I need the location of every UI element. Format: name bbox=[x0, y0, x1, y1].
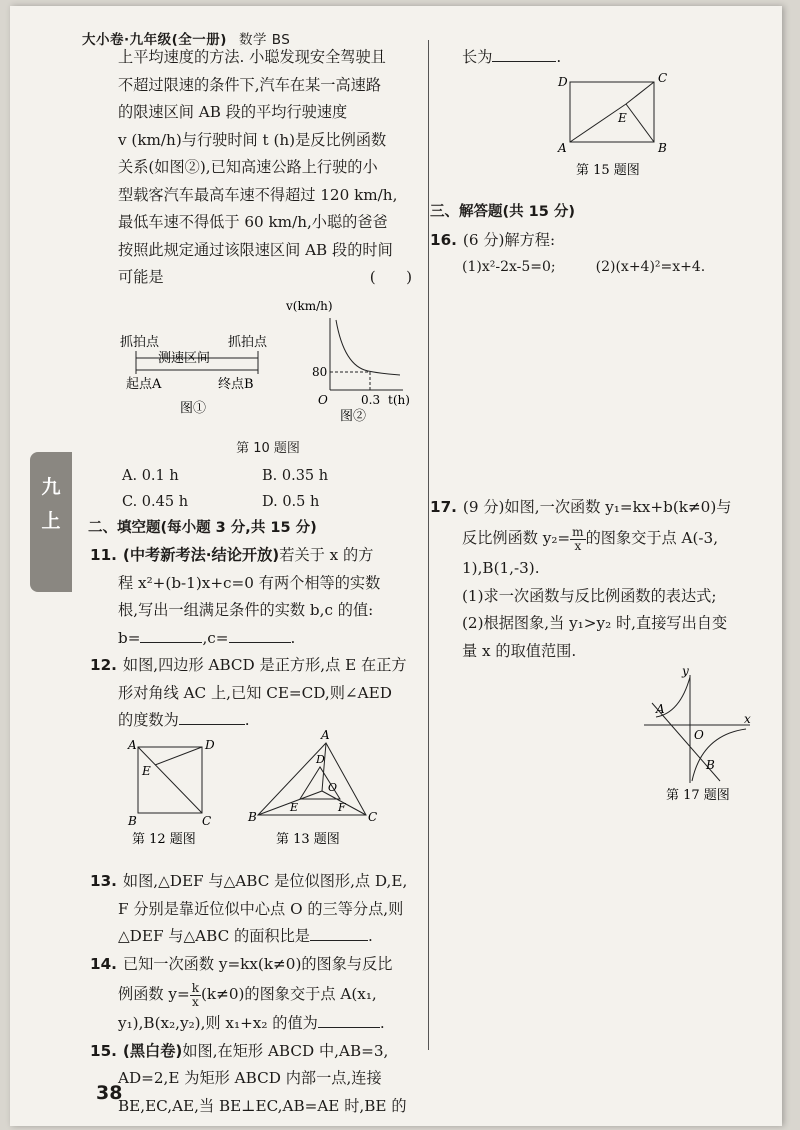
q17-sub1: (1)求一次函数与反比例函数的表达式; bbox=[462, 586, 717, 605]
q13-answer-blank[interactable] bbox=[310, 924, 368, 941]
q16-eq1: (1)x²-2x-5=0; bbox=[462, 259, 556, 275]
q17-sub2b: 量 x 的取值范围. bbox=[462, 641, 577, 660]
q14-line3 bbox=[118, 1010, 418, 1038]
q10-line: 按照此规定通过该限速区间 AB 段的时间 bbox=[118, 240, 393, 259]
q16-number: 16. bbox=[430, 230, 457, 249]
q14-frac-num: k bbox=[191, 980, 199, 995]
answer-paren: ( ) bbox=[369, 268, 412, 286]
option-c: C. 0.45 h bbox=[122, 493, 189, 510]
q14-text: 已知一次函数 y=kx(k≠0)的图象与反比 bbox=[122, 954, 393, 973]
q13-line2: F 分别是靠近位似中心点 O 的三等分点,则 bbox=[118, 899, 404, 918]
q12-label-b: B bbox=[128, 813, 137, 828]
section-fill-blank-heading: 二、填空题(每小题 3 分,共 15 分) bbox=[88, 519, 317, 536]
q13-end: . bbox=[367, 927, 373, 945]
q12-line3 bbox=[118, 707, 418, 735]
page-number: 38 bbox=[96, 1082, 123, 1104]
q10-line: 最低车速不得低于 60 km/h,小聪的爸爸 bbox=[118, 213, 388, 231]
q13-label-e: E bbox=[290, 800, 299, 814]
q12-text3: 的度数为 bbox=[118, 711, 179, 729]
q12-line2: 形对角线 AC 上,已知 CE=CD,则∠AED bbox=[118, 683, 392, 702]
q10-figures bbox=[118, 296, 418, 424]
q13-line3 bbox=[118, 923, 418, 951]
q15-label-b: B bbox=[658, 140, 667, 155]
q14-end: . bbox=[379, 1014, 385, 1032]
q11-line3: 根,写出一组满足条件的实数 b,c 的值: bbox=[118, 601, 374, 619]
q14-text3: y₁),B(x₂,y₂),则 x₁+x₂ 的值为 bbox=[118, 1014, 318, 1032]
q15-answer-blank[interactable] bbox=[492, 45, 556, 62]
option-a: A. 0.1 h bbox=[122, 467, 179, 484]
fig2-label: 图② bbox=[340, 408, 367, 424]
q15-segment-ec bbox=[626, 82, 654, 104]
q14-frac-den: x bbox=[191, 994, 199, 1009]
q13-label-o: O bbox=[328, 780, 338, 794]
q12-end: . bbox=[244, 711, 250, 729]
side-tab bbox=[30, 452, 72, 592]
q15-figure bbox=[430, 72, 760, 190]
q13-label-a: A bbox=[321, 727, 330, 742]
q11-line2: 程 x²+(b-1)x+c=0 有两个相等的实数 bbox=[118, 573, 381, 592]
q11-line4 bbox=[118, 625, 418, 653]
q11-number: 11. bbox=[90, 546, 117, 564]
q11-text: 若关于 x 的方 bbox=[279, 546, 374, 564]
q10-last-text: 可能是 bbox=[118, 268, 164, 286]
q12-segment-ed bbox=[155, 747, 202, 765]
option-d: D. 0.5 h bbox=[262, 493, 320, 510]
q12-line1 bbox=[90, 652, 418, 680]
q16-eq2: (2)(x+4)²=x+4. bbox=[595, 259, 706, 275]
q10-line: 关系(如图②),已知高速公路上行驶的小 bbox=[118, 158, 378, 176]
right-camera-label: 抓拍点 bbox=[228, 334, 268, 350]
q12-label-a: A bbox=[128, 737, 137, 752]
q11-line1 bbox=[90, 542, 418, 570]
q15-line3: BE,EC,AE,当 BE⊥EC,AB=AE 时,BE 的 bbox=[118, 1096, 407, 1115]
q12-answer-blank[interactable] bbox=[179, 708, 245, 725]
q17-line1 bbox=[430, 494, 760, 522]
subject-label: 数学 BS bbox=[238, 32, 291, 48]
q11-c-label: ,c= bbox=[202, 628, 229, 647]
q17-text: (9 分)如图,一次函数 y₁=kx+b(k≠0)与 bbox=[462, 497, 732, 516]
column-divider bbox=[428, 40, 429, 1050]
q15-text: 如图,在矩形 ABCD 中,AB=3, bbox=[182, 1041, 389, 1060]
q14-text2a: 例函数 y= bbox=[118, 985, 190, 1003]
q10-caption: 第 10 题图 bbox=[236, 441, 300, 456]
q12-label-d: D bbox=[205, 737, 215, 752]
q13-text: 如图,△DEF 与△ABC 是位似图形,点 D,E, bbox=[122, 872, 408, 890]
q13-label-f: F bbox=[338, 800, 346, 814]
fig2-y80: 80 bbox=[312, 364, 328, 379]
q13-text3: △DEF 与△ABC 的面积比是 bbox=[118, 927, 310, 945]
q15-continuation bbox=[462, 44, 760, 72]
q14-number: 14. bbox=[90, 954, 117, 973]
q14-line1 bbox=[90, 951, 418, 979]
q15-segment-eb bbox=[626, 104, 654, 142]
q11-b-label: b= bbox=[118, 628, 141, 647]
q13-number: 13. bbox=[90, 872, 117, 890]
q17-caption: 第 17 题图 bbox=[666, 788, 730, 803]
q15-cont-text: 长为 bbox=[462, 48, 493, 66]
right-column bbox=[430, 44, 760, 815]
fig2-yaxis-label: v(km/h) bbox=[286, 298, 333, 313]
q10-line: v (km/h)与行驶时间 t (h)是反比例函数 bbox=[118, 130, 387, 149]
q15-label-a: A bbox=[558, 140, 567, 155]
q15-tag: (黑白卷) bbox=[122, 1041, 183, 1060]
q12-q13-figures bbox=[118, 727, 418, 857]
q13-line1 bbox=[90, 868, 418, 896]
q12-label-e: E bbox=[142, 763, 151, 778]
fig2-origin: O bbox=[318, 392, 328, 407]
q10-line: 上平均速度的方法. 小聪发现安全驾驶且 bbox=[118, 48, 386, 66]
q17-frac-den: x bbox=[574, 538, 582, 553]
end-label: 终点B bbox=[218, 376, 254, 392]
section-answer-heading: 三、解答题(共 15 分) bbox=[430, 204, 576, 220]
q15-label-c: C bbox=[658, 70, 668, 85]
q10-line: 型载客汽车最高车速不得超过 120 km/h, bbox=[118, 185, 398, 204]
q17-frac-num: m bbox=[572, 524, 584, 539]
fig2-xaxis-label: t(h) bbox=[388, 392, 410, 407]
q17-label-y: y bbox=[682, 664, 689, 678]
q17-sub2: (2)根据图象,当 y₁>y₂ 时,直接写出自变 bbox=[462, 614, 728, 632]
side-tab-line2: 上 bbox=[41, 510, 61, 532]
q17-label-b: B bbox=[706, 758, 715, 772]
q13-label-d: D bbox=[316, 752, 325, 766]
q15-line2: AD=2,E 为矩形 ABCD 内部一点,连接 bbox=[118, 1069, 382, 1087]
q17-number: 17. bbox=[430, 497, 457, 516]
left-camera-label: 抓拍点 bbox=[120, 334, 160, 350]
q13-caption: 第 13 题图 bbox=[276, 831, 340, 847]
q13-line-ao bbox=[322, 743, 326, 791]
fig2-x03: 0.3 bbox=[361, 392, 381, 407]
q17-text2a: 反比例函数 y₂= bbox=[462, 529, 571, 547]
q12-caption: 第 12 题图 bbox=[132, 831, 196, 847]
q17-text2b: 的图象交于点 A(-3, bbox=[585, 529, 719, 547]
fig2-curve bbox=[336, 320, 400, 375]
q17-line2 bbox=[462, 521, 760, 555]
q14-text2b: (k≠0)的图象交于点 A(x₁, bbox=[200, 985, 377, 1003]
q17-fraction bbox=[570, 526, 585, 553]
q16-answer-space[interactable] bbox=[430, 282, 760, 494]
zone-label: 测速区间 bbox=[158, 350, 211, 366]
q12-text: 如图,四边形 ABCD 是正方形,点 E 在正方 bbox=[122, 656, 407, 674]
q15-caption: 第 15 题图 bbox=[576, 162, 640, 178]
q11-c-blank[interactable] bbox=[229, 626, 291, 643]
q15-number: 15. bbox=[90, 1041, 117, 1060]
q14-answer-blank[interactable] bbox=[318, 1011, 380, 1028]
q17-label-o: O bbox=[694, 728, 704, 742]
q15-end: . bbox=[556, 48, 562, 66]
book-title: 大小卷·九年级(全一册) bbox=[82, 32, 227, 48]
side-tab-line1: 九 bbox=[41, 476, 61, 498]
q11-end: . bbox=[290, 628, 296, 647]
q12-number: 12. bbox=[90, 656, 117, 674]
q10-line: 的限速区间 AB 段的平均行驶速度 bbox=[118, 103, 348, 121]
q15-label-e: E bbox=[618, 110, 627, 125]
q17-label-a: A bbox=[656, 702, 665, 716]
q10-options bbox=[122, 463, 418, 515]
q17-line3: 1),B(1,-3). bbox=[462, 559, 540, 577]
q13-label-b: B bbox=[248, 809, 257, 824]
q12-label-c: C bbox=[202, 813, 212, 828]
option-b: B. 0.35 h bbox=[262, 467, 329, 484]
q12-diagonal-ac bbox=[138, 747, 202, 813]
q11-b-blank[interactable] bbox=[140, 626, 202, 643]
q16-text: (6 分)解方程: bbox=[462, 230, 556, 249]
fig1-label: 图① bbox=[180, 400, 207, 416]
q17-label-x: x bbox=[744, 712, 751, 726]
q16-line1 bbox=[430, 227, 760, 255]
q14-fraction bbox=[190, 982, 201, 1009]
q15-line1 bbox=[90, 1038, 418, 1066]
q16-equations bbox=[462, 254, 760, 282]
q11-tag: (中考新考法·结论开放) bbox=[122, 546, 280, 564]
q15-label-d: D bbox=[558, 74, 568, 89]
q13-label-c: C bbox=[368, 809, 378, 824]
q10-line: 不超过限速的条件下,汽车在某一高速路 bbox=[118, 75, 382, 94]
start-label: 起点A bbox=[126, 376, 162, 392]
q10-last-line bbox=[118, 264, 418, 292]
q14-line2 bbox=[118, 978, 418, 1010]
q17-figure bbox=[430, 664, 760, 805]
